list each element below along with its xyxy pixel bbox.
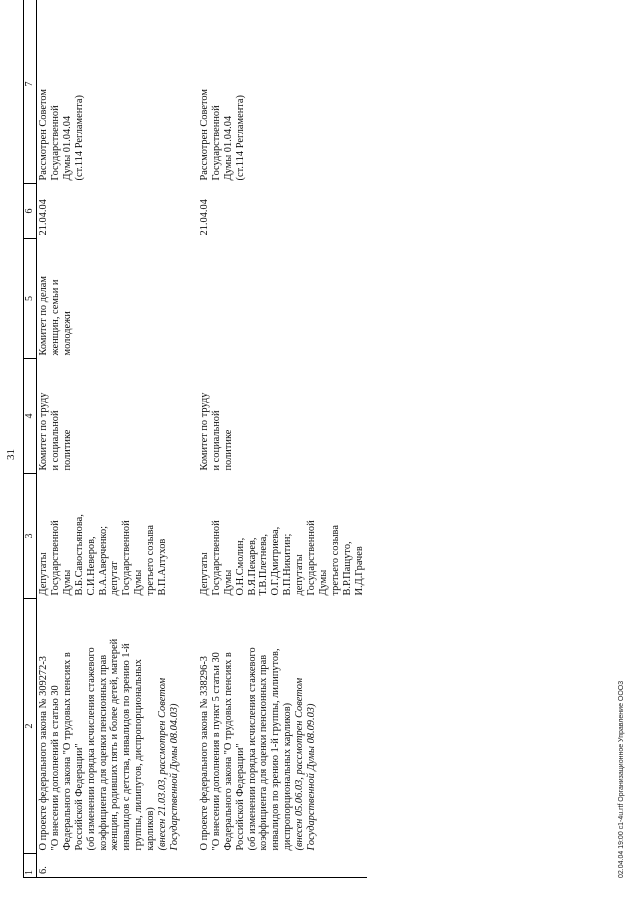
table-body — [37, 0, 367, 878]
status-line: Рассмотрен Советом — [38, 89, 49, 181]
author-line: Депутаты — [38, 552, 49, 596]
bill-description-line: Федерального закона "О трудовых пенсиях в — [61, 652, 73, 851]
bill-description-line: группы, лилипутов, диспропорциональных — [133, 659, 145, 851]
committee-line: и социальной — [49, 410, 61, 471]
author-line: Т.В.Плетнева, — [258, 534, 270, 596]
author-line: В.А.Аверченко; — [97, 525, 109, 596]
author-line: В.П.Алтухов — [157, 538, 169, 596]
committee-line: Комитет по труду — [38, 392, 49, 471]
bill-submission-note-line: (внесен 05.06.03, рассмотрен Советом — [294, 677, 306, 851]
spacer-cell — [182, 474, 198, 599]
author-line: В.Я.Пекарев, — [246, 537, 258, 596]
author-line: Думы — [222, 569, 234, 596]
bill-description-line: (об изменении порядка исчисления стажевого — [85, 647, 97, 851]
author-line: третьего созыва — [145, 525, 157, 596]
column-number-row — [24, 0, 37, 878]
author-line: Государственной — [306, 520, 318, 596]
bill-description-line: (об изменении порядка исчисления стажевого — [246, 647, 258, 851]
author-line: В.Б.Савостьянова, — [73, 514, 85, 596]
status-line: (ст.114 Регламента) — [234, 95, 246, 181]
author-line: третьего созыва — [329, 525, 341, 596]
row-number-cell — [198, 854, 367, 878]
committee-line: Комитет по труду — [198, 392, 210, 471]
co-committee-line: женщин, семьи и — [49, 279, 61, 356]
author-line: В.Р.Пащуто, — [341, 541, 353, 596]
bill-description-line: "О внесении дополнения в пункт 5 статьи 30 — [210, 652, 222, 851]
bill-description-line: коэффициента для оценки пенсионных прав — [258, 654, 270, 851]
bill-submission-note-line: Государственной Думы 08.04.03) — [168, 703, 180, 851]
committee-line: и социальной — [210, 410, 222, 471]
row-number-cell — [37, 854, 182, 878]
co-committee-line: молодежи — [61, 311, 73, 356]
bill-description-line: карликов) — [145, 807, 157, 851]
responsible-committee-cell — [37, 359, 182, 474]
status-line: Рассмотрен Советом — [198, 89, 210, 181]
author-line: депутаты — [294, 554, 306, 596]
row-spacer — [182, 0, 198, 878]
co-committee-cell — [198, 239, 367, 359]
author-line: О.Г.Дмитриева, — [270, 526, 282, 596]
spacer-cell — [182, 0, 198, 184]
review-date: 21.04.04 — [198, 199, 210, 236]
bill-description-line: женщин, родивших пять и более детей, матерей — [109, 638, 121, 851]
bill-description-line: "О внесении дополнений в статью 30 — [49, 685, 61, 851]
column-header-3: 3 — [24, 474, 37, 599]
status-line: Думы 01.04.04 — [222, 115, 234, 181]
author-line: Думы — [133, 569, 145, 596]
bill-description-line: диспропорциональных карликов) — [282, 702, 294, 851]
author-line: депутат — [109, 561, 121, 596]
authors-cell — [198, 474, 367, 599]
page-number: 31 — [5, 449, 17, 460]
bill-description-line: Российской Федерации" — [234, 743, 246, 851]
co-committee-cell — [37, 239, 182, 359]
status-cell — [198, 0, 367, 184]
bill-description-line: О проекте федерального закона № 338296-3 — [198, 656, 210, 851]
column-header-5: 5 — [24, 239, 37, 359]
author-line: Государственной — [121, 520, 133, 596]
column-header-1: 1 — [24, 854, 37, 878]
author-line: О.Н.Смолин, — [234, 537, 246, 596]
bill-description-cell — [198, 599, 367, 854]
table-row — [198, 0, 367, 878]
bill-description-line: коэффициента для оценки пенсионных прав — [97, 654, 109, 851]
responsible-committee-cell — [198, 359, 367, 474]
date-cell — [198, 184, 367, 239]
bill-description-line: Российской Федерации" — [73, 743, 85, 851]
table-row — [37, 0, 182, 878]
committee-line: политике — [222, 429, 234, 471]
column-header-6: 6 — [24, 184, 37, 239]
committee-line: политике — [61, 429, 73, 471]
spacer-cell — [182, 359, 198, 474]
bill-description-line: инвалидов с детства, инвалидов по зрению 1-й — [121, 643, 133, 851]
bill-description-line: Федерального закона "О трудовых пенсиях в — [222, 652, 234, 851]
bill-submission-note-line: (внесен 21.03.03, рассмотрен Советом — [157, 677, 169, 851]
spacer-cell — [182, 854, 198, 878]
spacer-cell — [182, 184, 198, 239]
author-line: В.П.Никитин; — [282, 533, 294, 596]
column-header-7: 7 — [24, 0, 37, 184]
author-line: И.Д.Грачев — [353, 546, 365, 596]
author-line: Государственной — [210, 520, 222, 596]
status-line: Думы 01.04.04 — [61, 115, 73, 181]
co-committee-line: Комитет по делам — [38, 276, 49, 356]
column-header-2: 2 — [24, 599, 37, 854]
spacer-cell — [182, 599, 198, 854]
status-line: (ст.114 Регламента) — [73, 95, 85, 181]
status-line: Государственной — [210, 105, 222, 181]
review-date: 21.04.04 — [38, 199, 49, 236]
row-number: 6. — [38, 866, 49, 874]
author-line: С.И.Неверов, — [85, 536, 97, 596]
author-line: Государственной — [49, 520, 61, 596]
bill-description-cell — [37, 599, 182, 854]
footer-note: 02.04.04 19:00 c1-4u.rtf Организационное Управление ООО3 — [618, 680, 625, 878]
authors-cell — [37, 474, 182, 599]
legislation-table — [23, 0, 367, 878]
date-cell — [37, 184, 182, 239]
author-line: Думы — [61, 569, 73, 596]
bill-description-line: О проекте федерального закона № 309272-3 — [38, 656, 49, 851]
status-cell — [37, 0, 182, 184]
spacer-cell — [182, 239, 198, 359]
column-header-4: 4 — [24, 359, 37, 474]
author-line: Депутаты — [198, 552, 210, 596]
author-line: Думы — [317, 569, 329, 596]
status-line: Государственной — [49, 105, 61, 181]
bill-submission-note-line: Государственной Думы 08.09.03) — [306, 703, 318, 851]
bill-description-line: инвалидов по зрению 1-й группы, лилипутов, — [270, 648, 282, 851]
